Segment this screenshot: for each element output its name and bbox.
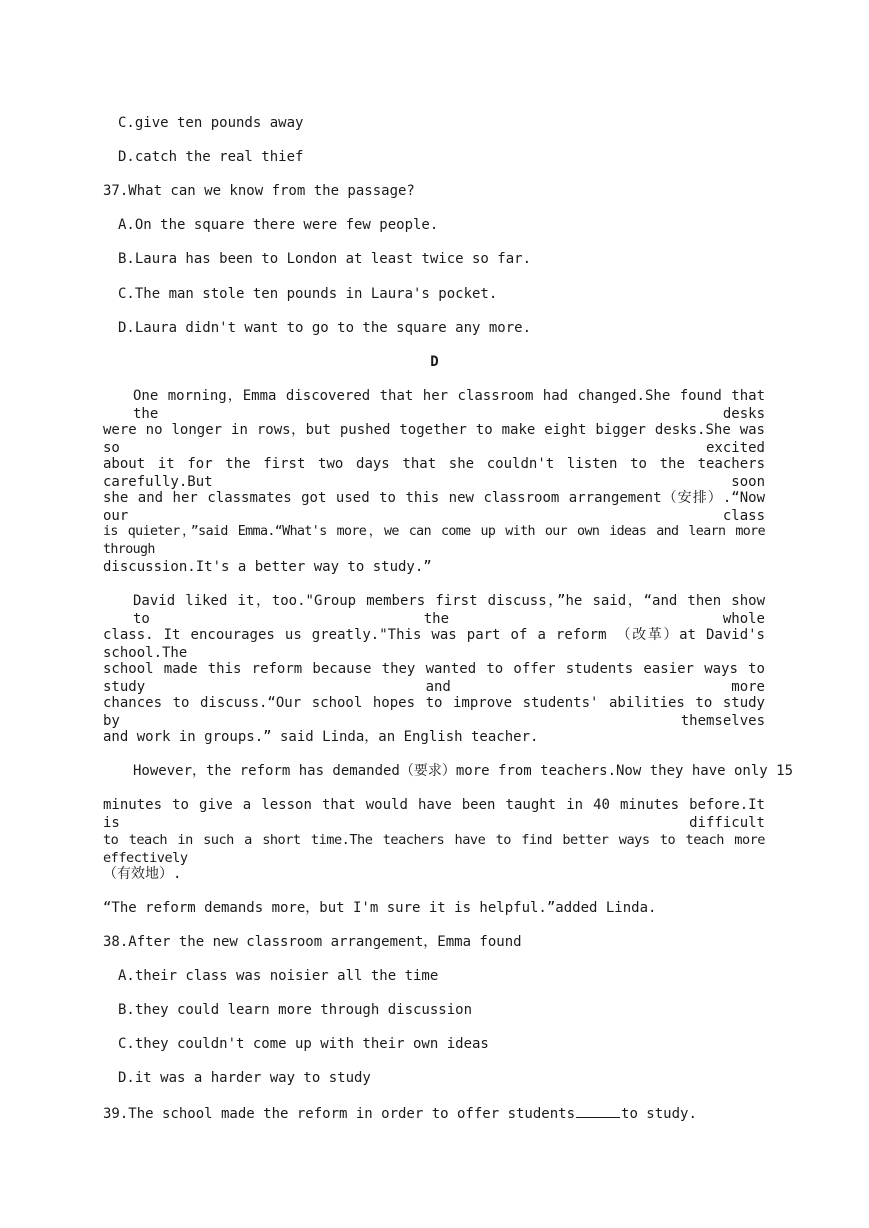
- passage-line: （有效地）.: [103, 866, 182, 882]
- q38-option-c: C.they couldn't come up with their own ideas: [118, 1036, 489, 1052]
- passage-line: were no longer in rows，but pushed together to make eight bigger desks.She was so excited: [103, 422, 765, 456]
- passage-line: discussion.It's a better way to study.”: [103, 559, 432, 575]
- passage-line: school made this reform because they wanted to offer students easier ways to study and more: [103, 661, 765, 695]
- q38-option-b: B.they could learn more through discussion: [118, 1002, 473, 1018]
- q36-option-d: D.catch the real thief: [118, 149, 304, 165]
- answer-blank: [576, 1104, 620, 1118]
- q36-option-c: C.give ten pounds away: [118, 115, 304, 131]
- passage-line: and work in groups.” said Linda，an English teacher.: [103, 729, 539, 745]
- q37-option-d: D.Laura didn't want to go to the square any more.: [118, 320, 532, 336]
- passage-line: David liked it，too."Group members first discuss，”he said，“and then show to the whole: [133, 593, 765, 627]
- q38-option-a: A.their class was noisier all the time: [118, 968, 439, 984]
- passage-line: to teach in such a short time.The teachers have to find better ways to teach more effectively: [103, 832, 765, 866]
- passage-line: One morning，Emma discovered that her classroom had changed.She found that the desks: [133, 388, 765, 422]
- passage-line: she and her classmates got used to this new classroom arrangement（安排）.“Now our class: [103, 490, 765, 524]
- q38-question: 38.After the new classroom arrangement，Emma found: [103, 934, 522, 950]
- q39-question-text: 39.The school made the reform in order to offer students: [103, 1106, 576, 1122]
- passage-line: minutes to give a lesson that would have been taught in 40 minutes before.It is difficult: [103, 797, 765, 831]
- q37-question: 37.What can we know from the passage?: [103, 183, 415, 199]
- passage-line: class. It encourages us greatly."This was part of a reform （改革）at David's school.The: [103, 627, 765, 661]
- passage-line: is quieter，”said Emma.“What's more，we can come up with our own ideas and learn more through: [103, 524, 765, 557]
- q37-option-c: C.The man stole ten pounds in Laura's pocket.: [118, 286, 498, 302]
- passage-line: chances to discuss.“Our school hopes to improve students' abilities to study by themselves: [103, 695, 765, 729]
- q37-option-a: A.On the square there were few people.: [118, 217, 439, 233]
- q38-option-d: D.it was a harder way to study: [118, 1070, 371, 1086]
- q37-option-b: B.Laura has been to London at least twice so far.: [118, 251, 532, 267]
- passage-line: “The reform demands more，but I'm sure it is helpful.”added Linda.: [103, 900, 657, 916]
- q39-question: [103, 1104, 765, 1123]
- q39-question-tail: to study.: [621, 1106, 697, 1122]
- passage-line: However，the reform has demanded（要求）more from teachers.Now they have only 15: [133, 763, 794, 779]
- section-heading: D: [430, 354, 439, 370]
- passage-line: about it for the first two days that she couldn't listen to the teachers carefully.But soon: [103, 456, 765, 490]
